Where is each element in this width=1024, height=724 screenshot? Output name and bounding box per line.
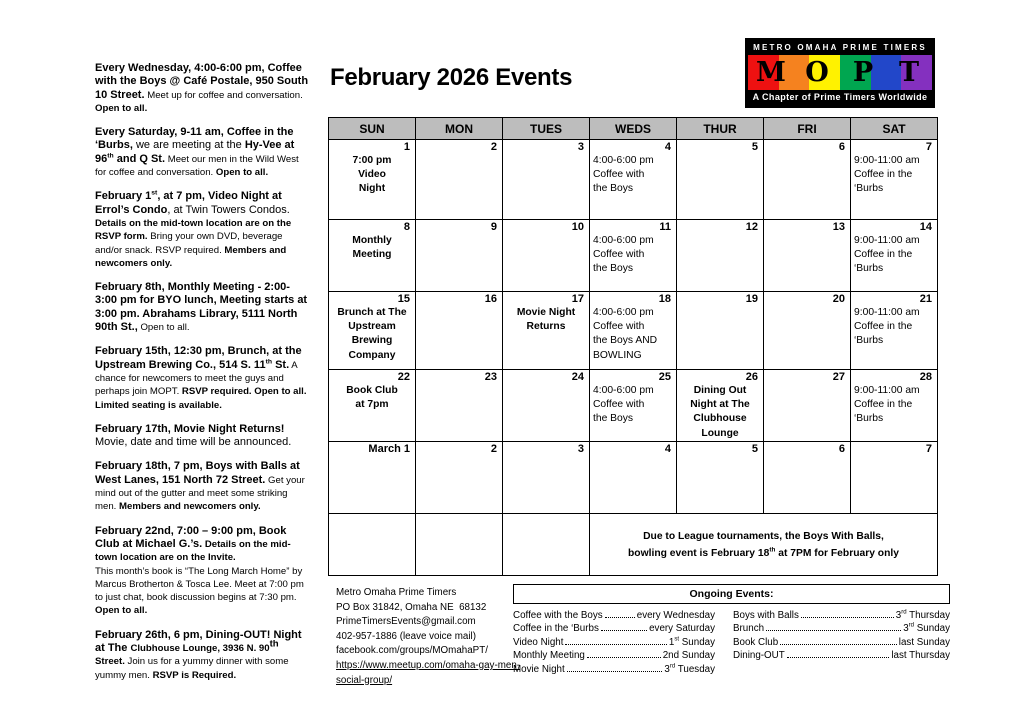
day-event-text: Brewing — [351, 335, 393, 347]
day-number: 14 — [919, 221, 932, 233]
event-description: Every Saturday, 9-11 am, Coffee in the ‘Burbs, we are meeting at the Hy-Vee at 96th and Q St. Meet our men in the Wild West for coffee and conversation. Open to all. — [95, 126, 299, 179]
logo-rainbow-stripes — [748, 55, 932, 90]
calendar-day-cell — [416, 442, 503, 514]
day-number: 19 — [745, 293, 758, 305]
day-event-text: Coffee in the — [854, 169, 913, 181]
event-description: February 18th, 7 pm, Boys with Balls at West Lanes, 151 North 72 Street. Get your mind out of the gutter and meet some striking men. Members and newcomers only. — [95, 460, 305, 513]
ongoing-event-row — [513, 622, 715, 635]
day-event-text: BOWLING — [593, 349, 642, 361]
day-number: 2 — [490, 141, 497, 153]
day-header: TUES — [503, 118, 590, 140]
day-event-text: 4:00-6:00 pm — [593, 307, 654, 318]
event-description: Every Wednesday, 4:00-6:00 pm, Coffee with the Boys @ Café Postale, 950 South 10 Street. Meet up for coffee and conversation. Open to all. — [95, 62, 309, 114]
empty-cell — [329, 514, 416, 576]
day-event-text: ‘Burbs — [854, 263, 884, 275]
day-number: 9 — [490, 221, 497, 233]
day-event-text: 9:00-11:00 am — [854, 155, 920, 166]
logo-letter: P — [852, 57, 874, 88]
day-number: 1 — [403, 141, 410, 153]
day-event-text: Returns — [526, 321, 566, 333]
day-number: 5 — [751, 443, 758, 455]
ongoing-events — [513, 584, 950, 676]
calendar-day-cell — [851, 370, 938, 442]
ongoing-event-schedule: last Thursday — [891, 650, 950, 662]
day-event-text: Book Club — [346, 385, 398, 396]
calendar-day-cell — [851, 220, 938, 292]
calendar-day-headers — [329, 118, 938, 140]
logo-letter: T — [898, 57, 920, 88]
day-number: 26 — [745, 371, 758, 383]
ongoing-event-row — [513, 609, 715, 622]
day-event-text: Company — [348, 349, 396, 361]
calendar-day-cell — [329, 140, 416, 220]
calendar-day-cell — [329, 370, 416, 442]
day-header: SAT — [851, 118, 938, 140]
day-event-text: 4:00-6:00 pm — [593, 385, 654, 396]
event-description: February 1st, at 7 pm, Video Night at Errol’s Condo, at Twin Towers Condos. Details on the mid-town location are on the RSVP form. Bring your own DVD, beverage and/or snack. RSVP required. Members and newcomers only. — [95, 189, 292, 269]
day-event-text: 4:00-6:00 pm — [593, 235, 654, 246]
calendar-day-cell — [764, 370, 851, 442]
day-event-text: the Boys — [593, 263, 634, 275]
dotted-leader — [587, 657, 661, 658]
ongoing-event-row — [513, 663, 715, 676]
day-event-text: the Boys — [593, 183, 634, 195]
dotted-leader — [801, 617, 894, 618]
logo-banner-top: METRO OMAHA PRIME TIMERS — [748, 41, 932, 55]
calendar-day-cell — [677, 140, 764, 220]
ongoing-event-schedule: 2nd Sunday — [662, 650, 715, 662]
mopt-logo — [745, 38, 935, 108]
day-number: 11 — [659, 221, 671, 233]
logo-banner-bottom: A Chapter of Prime Timers Worldwide — [748, 90, 932, 105]
ongoing-event-row — [513, 636, 715, 649]
day-event-text: Lounge — [701, 427, 739, 439]
calendar-day-cell — [503, 370, 590, 442]
day-number: 22 — [397, 371, 410, 383]
day-number: 25 — [658, 371, 671, 383]
calendar-day-cell — [851, 140, 938, 220]
event-descriptions — [95, 62, 309, 693]
day-number: 4 — [664, 443, 671, 455]
day-number: 7 — [925, 443, 932, 455]
day-event-text: Coffee with — [593, 169, 645, 181]
day-number: 5 — [751, 141, 758, 153]
day-event-text: Clubhouse — [693, 413, 747, 425]
ongoing-event-name: Movie Night — [513, 663, 565, 675]
event-description: February 15th, 12:30 pm, Brunch, at the Upstream Brewing Co., 514 S. 11th St. A chance for newcomers to meet the guys and perhaps join MOPT. RSVP required. Open to all. Limited seating is available. — [95, 345, 307, 411]
calendar-day-cell — [590, 292, 677, 370]
day-number: 3 — [577, 141, 584, 153]
ongoing-event-row — [733, 649, 950, 662]
calendar-day-cell — [503, 220, 590, 292]
day-event-text: 9:00-11:00 am — [854, 385, 920, 396]
calendar-day-cell — [503, 140, 590, 220]
day-number: 24 — [571, 371, 584, 383]
day-number: 15 — [397, 293, 410, 305]
day-number: 2 — [490, 443, 497, 455]
calendar-day-cell — [851, 292, 938, 370]
calendar-day-cell — [764, 220, 851, 292]
day-event-text: Coffee with — [593, 249, 645, 261]
event-description: February 17th, Movie Night Returns! Movie, date and time will be announced. — [95, 422, 292, 449]
meetup-link[interactable]: https://www.meetup.com/omaha-gay-men-social-group/ — [336, 659, 521, 686]
calendar-day-cell — [590, 140, 677, 220]
contact-info — [336, 586, 522, 688]
event-description: February 22nd, 7:00 – 9:00 pm, Book Club at Michael G.’s. Details on the mid-town location are on the Invite. This month’s book is “The Long March Home” by Marcus Brotherton & Tosca Lee. Meet at 7:00 pm to just chat, book discussion begins at 7:30 pm. Open to all. — [95, 524, 304, 617]
day-event-text: 4:00-6:00 pm — [593, 155, 654, 166]
calendar-day-cell — [677, 220, 764, 292]
calendar-day-cell — [416, 220, 503, 292]
day-number: 23 — [484, 371, 497, 383]
ongoing-event-name: Dining-OUT — [733, 650, 785, 662]
day-event-text: Video — [358, 169, 386, 181]
day-event-text: 7:00 pm — [352, 155, 392, 166]
day-header: THUR — [677, 118, 764, 140]
contact-line: PO Box 31842, Omaha NE 68132 — [336, 601, 487, 613]
ongoing-event-schedule: 3rd Thursday — [895, 609, 950, 621]
day-header: FRI — [764, 118, 851, 140]
day-header: SUN — [329, 118, 416, 140]
day-number: 20 — [832, 293, 845, 305]
ongoing-event-name: Coffee in the ‘Burbs — [513, 623, 599, 635]
day-number: 13 — [832, 221, 845, 233]
calendar-day-cell — [677, 292, 764, 370]
ongoing-events-left-column — [513, 609, 715, 676]
calendar-day-cell — [503, 442, 590, 514]
day-event-text: the Boys AND — [593, 335, 658, 347]
calendar-body — [329, 140, 938, 576]
dotted-leader — [565, 644, 666, 645]
day-number: 21 — [919, 293, 932, 305]
day-header: MON — [416, 118, 503, 140]
day-event-text: Coffee in the — [854, 249, 913, 261]
day-event-text: Meeting — [352, 249, 392, 261]
day-event-text: at 7pm — [355, 399, 389, 411]
dotted-leader — [766, 630, 901, 631]
calendar-day-cell — [764, 292, 851, 370]
day-event-text: Night at The — [690, 399, 750, 411]
bowling-note: Due to League tournaments, the Boys With Balls, bowling event is February 18th at 7PM for February only — [590, 514, 938, 576]
calendar-day-cell — [329, 292, 416, 370]
ongoing-events-title: Ongoing Events: — [513, 584, 950, 604]
calendar-day-cell — [329, 220, 416, 292]
ongoing-event-schedule: every Saturday — [649, 623, 715, 635]
ongoing-event-schedule: 3rd Tuesday — [664, 663, 715, 675]
calendar-day-cell — [764, 442, 851, 514]
calendar-day-cell — [503, 292, 590, 370]
page-title: February 2026 Events — [330, 64, 573, 91]
ongoing-event-row — [513, 649, 715, 662]
event-description: February 8th, Monthly Meeting - 2:00-3:00 pm for BYO lunch, Meeting starts at 3:00 pm. Abrahams Library, 5111 North 90th St., Open to all. — [95, 281, 308, 334]
day-event-text: Coffee in the — [854, 321, 913, 333]
dotted-leader — [787, 657, 890, 658]
day-event-text: 9:00-11:00 am — [854, 307, 920, 318]
day-event-text: Dining Out — [693, 385, 747, 396]
day-event-text: Monthly — [352, 235, 392, 246]
day-header: WEDS — [590, 118, 677, 140]
day-number: 17 — [571, 293, 584, 305]
day-event-text: Brunch at The — [337, 307, 407, 318]
empty-cell — [503, 514, 590, 576]
ongoing-event-name: Video Night — [513, 636, 564, 648]
dotted-leader — [780, 644, 897, 645]
ongoing-event-name: Monthly Meeting — [513, 650, 585, 662]
ongoing-event-row — [733, 609, 950, 622]
empty-cell — [416, 514, 503, 576]
ongoing-event-row — [733, 622, 950, 635]
day-number: 18 — [658, 293, 671, 305]
day-number: 6 — [838, 141, 845, 153]
calendar-day-cell — [590, 370, 677, 442]
day-number: 12 — [745, 221, 758, 233]
dotted-leader — [605, 617, 635, 618]
day-event-text: the Boys — [593, 413, 634, 425]
day-number: 3 — [577, 443, 584, 455]
ongoing-events-right-column — [733, 609, 950, 676]
calendar-day-cell — [416, 292, 503, 370]
contact-line: facebook.com/groups/MOmahaPT/ — [336, 645, 488, 657]
logo-letter: M — [756, 57, 786, 88]
contact-line: PrimeTimersEvents@gmail.com — [336, 616, 476, 628]
ongoing-event-name: Coffee with the Boys — [513, 610, 603, 621]
ongoing-event-schedule: 1st Sunday — [668, 636, 715, 648]
calendar-grid — [328, 117, 938, 576]
calendar-day-cell — [416, 140, 503, 220]
dotted-leader — [567, 671, 663, 672]
day-event-text: Night — [358, 183, 386, 195]
day-number: 8 — [403, 221, 410, 233]
day-number: 28 — [919, 371, 932, 383]
calendar-day-cell — [590, 442, 677, 514]
ongoing-event-schedule: last Sunday — [898, 636, 950, 648]
day-event-text: Coffee with — [593, 399, 645, 411]
day-number: 16 — [484, 293, 497, 305]
ongoing-event-row — [733, 636, 950, 649]
ongoing-event-schedule: every Wednesday — [636, 610, 715, 621]
calendar-day-cell — [329, 442, 416, 514]
ongoing-event-name: Boys with Balls — [733, 610, 799, 621]
day-number: 7 — [925, 141, 932, 153]
day-number: 6 — [838, 443, 845, 455]
logo-letters — [748, 55, 932, 90]
day-event-text: Coffee with — [593, 321, 645, 333]
day-number: 4 — [664, 141, 671, 153]
ongoing-event-schedule: 3rd Sunday — [903, 623, 950, 635]
contact-line: 402-957-1886 (leave voice mail) — [336, 630, 476, 642]
logo-letter: O — [805, 57, 829, 88]
day-event-text: ‘Burbs — [854, 413, 884, 425]
ongoing-event-name: Brunch — [733, 623, 765, 635]
day-event-text: ‘Burbs — [854, 335, 884, 347]
event-description: February 26th, 6 pm, Dining-OUT! Night at The Clubhouse Lounge, 3936 N. 90th Street. Join us for a yummy dinner with some yummy men. RSVP is Required. — [95, 628, 302, 681]
calendar-day-cell — [677, 370, 764, 442]
contact-line: Metro Omaha Prime Timers — [336, 587, 457, 598]
day-event-text: ‘Burbs — [854, 183, 884, 195]
calendar-day-cell — [851, 442, 938, 514]
ongoing-event-name: Book Club — [733, 636, 779, 648]
day-number: March 1 — [368, 443, 410, 455]
dotted-leader — [601, 630, 647, 631]
calendar-day-cell — [416, 370, 503, 442]
calendar-day-cell — [677, 442, 764, 514]
day-number: 10 — [571, 221, 584, 233]
day-event-text: Upstream — [348, 321, 396, 333]
day-number: 27 — [832, 371, 845, 383]
day-event-text: 9:00-11:00 am — [854, 235, 920, 246]
day-event-text: Movie Night — [516, 307, 576, 318]
day-event-text: Coffee in the — [854, 399, 913, 411]
calendar-day-cell — [764, 140, 851, 220]
calendar-day-cell — [590, 220, 677, 292]
